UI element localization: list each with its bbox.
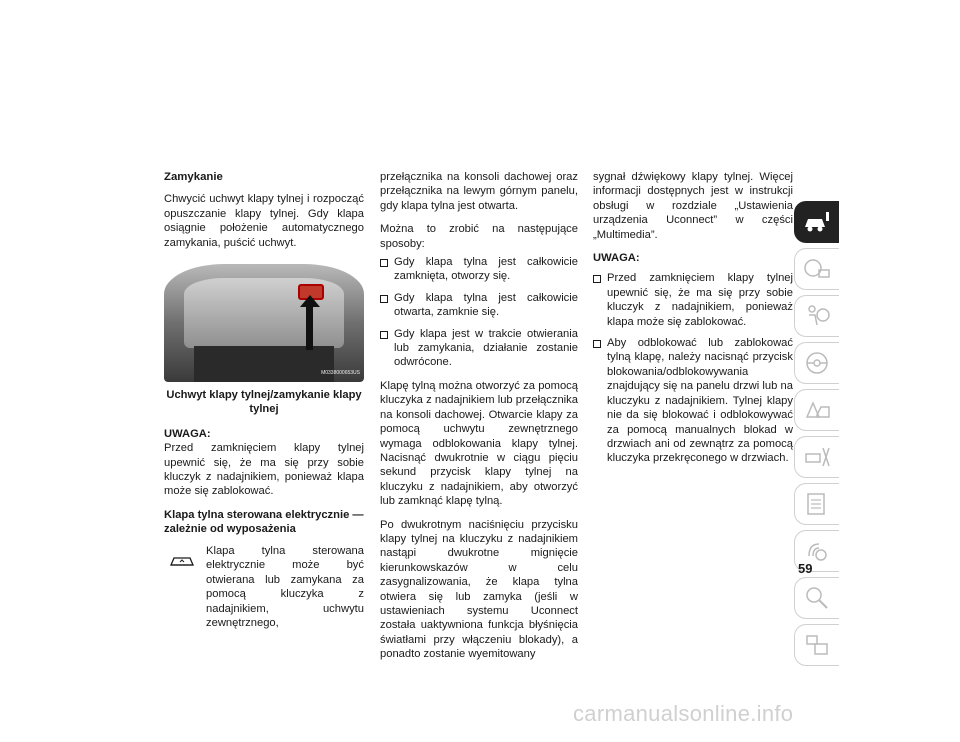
service-tools-icon: [803, 444, 831, 470]
tab-index[interactable]: [794, 577, 839, 619]
figure-caption: Uchwyt klapy tylnej/zamykanie klapy tylnej: [166, 389, 362, 416]
chapter-tabs: [794, 201, 844, 671]
ways-list: [380, 255, 578, 370]
tab-languages[interactable]: [794, 624, 839, 666]
tab-specifications[interactable]: [794, 483, 839, 525]
search-index-icon: [803, 585, 831, 611]
heading-closing: Zamykanie: [164, 171, 223, 183]
list-item: Gdy klapa tylna jest całkowicie otwarta, zamknie się.: [380, 291, 578, 320]
emergency-triangle-icon: [803, 397, 831, 423]
note-list: [593, 271, 793, 465]
specifications-list-icon: [803, 491, 831, 517]
liftgate-button-icon: [168, 553, 196, 569]
steering-wheel-icon: [803, 350, 831, 376]
tab-car-info[interactable]: [794, 201, 839, 243]
note-text: Przed zamknięciem klapy tylnej upewnić się, że ma się przy sobie kluczyk z nadajnikiem, ponieważ klapa może się zablokować.: [164, 442, 364, 498]
page-number: 59: [798, 561, 813, 576]
language-icon: [803, 632, 831, 658]
column-2: [380, 170, 578, 671]
liftgate-photo: [164, 264, 364, 382]
tab-driving[interactable]: [794, 342, 839, 384]
chime-paragraph: sygnał dźwiękowy klapy tylnej. Więcej informacji dostępnych jest w instrukcji obsługi w rozdziale „Ustawienia urządzenia Uconnect” w części „Multimedia”.: [593, 171, 793, 241]
ways-intro: Można to zrobić na następujące sposoby:: [380, 223, 578, 250]
tab-dashboard-messages[interactable]: [794, 248, 839, 290]
list-item: Przed zamknięciem klapy tylnej upewnić się, że ma się przy sobie kluczyk z nadajnikiem, ponieważ klapa może się zablokować.: [593, 271, 793, 329]
note-label: UWAGA:: [164, 427, 211, 440]
list-item: Aby odblokować lub zablokować tylną klapę, należy nacisnąć przycisk blokowania/odblokowywania znajdujący się na panelu drzwi lub na kluczyku z nadajnikiem. Tylnej klapy nie da się blokować i odblokowywać za pomocą manualnych blokad w drzwiach ani od zewnątrz za pomocą kluczyka przekręconego w drzwiach.: [593, 336, 793, 466]
column-1: [164, 170, 364, 639]
power-liftgate-text: Klapa tylna sterowana elektrycznie może być otwierana lub zamykana za pomocą kluczyka z nadajnikiem, uchwytu zewnętrznego,: [206, 544, 364, 629]
list-item: Gdy klapa tylna jest całkowicie zamknięta, otworzy się.: [380, 255, 578, 284]
heading-power-liftgate: Klapa tylna sterowana elektrycznie — zależnie od wyposażenia: [164, 508, 364, 535]
figure-code: M0338000653US: [321, 369, 360, 376]
closing-paragraph: Chwycić uchwyt klapy tylnej i rozpocząć opuszczanie klapy tylnej. Gdy klapa osiągnie położenie automatycznego zamykania, puścić uchwyt.: [164, 193, 364, 249]
dashboard-message-icon: [803, 256, 831, 282]
tab-emergency[interactable]: [794, 389, 839, 431]
open-paragraph: Klapę tylną można otworzyć za pomocą kluczyka z nadajnikiem lub przełącznika na konsoli dachowej. Otwarcie klapy za pomocą uchwytu zewnętrznego wymaga odblokowania klapy tylnej. Nacisnąć dwukrotnie w ciągu pięciu sekund przycisk klapy tylnej na kluczyku z nadajnikiem, aby otworzyć lub zamknąć klapę tylną.: [380, 379, 578, 508]
note-label-2: UWAGA:: [593, 252, 640, 265]
double-press-paragraph: Po dwukrotnym naciśnięciu przycisku klapy tylnej na kluczyku z nadajnikiem nastąpi dwukrotne mignięcie kierunkowskazów w celu zasygnalizowania, że klapa tylna otwiera się lub zamyka (jeśli w ustawieniach systemu Uconnect została uaktywniona funkcja błyśnięcia światłami przy włączeniu blokady), a ponadto zostanie wyemitowany: [380, 518, 578, 661]
tab-safety[interactable]: [794, 295, 839, 337]
tab-service[interactable]: [794, 436, 839, 478]
airbag-safety-icon: [803, 303, 831, 329]
power-liftgate-block: [164, 544, 364, 630]
column-3: [593, 170, 793, 475]
car-info-icon: [803, 209, 831, 235]
list-item: Gdy klapa jest w trakcie otwierania lub zamykania, działanie zostanie odwrócone.: [380, 327, 578, 370]
intro-paragraph: przełącznika na konsoli dachowej oraz przełącznika na lewym górnym panelu, gdy klapa tylna jest otwarta.: [380, 171, 578, 212]
watermark: carmanualsonline.info: [573, 701, 794, 726]
